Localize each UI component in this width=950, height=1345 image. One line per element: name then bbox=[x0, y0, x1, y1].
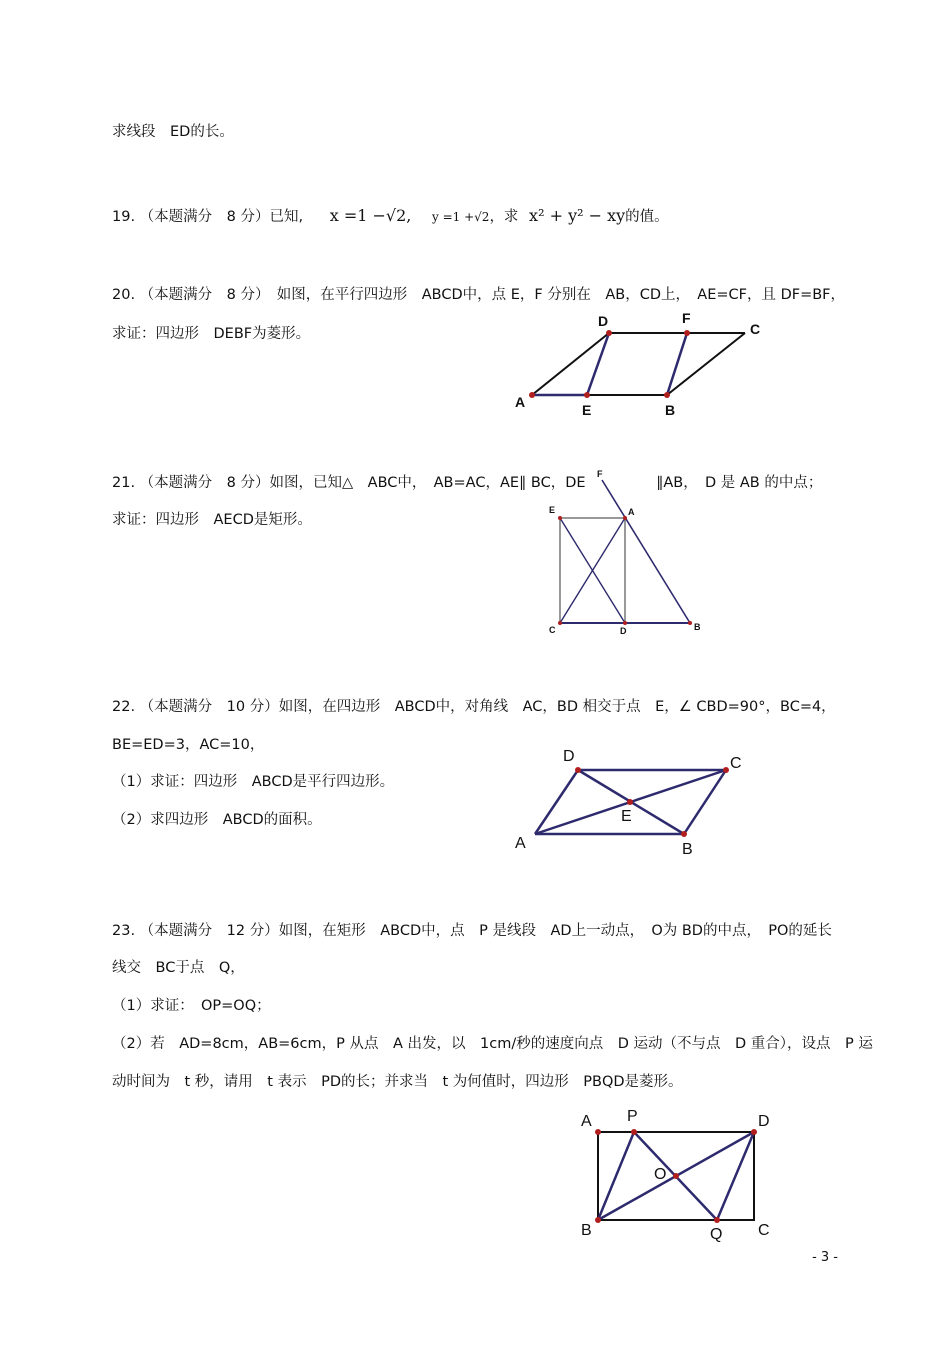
fig20-label-e: E bbox=[582, 402, 592, 418]
fig21-label-f: F bbox=[597, 469, 603, 479]
fig23-label-p: P bbox=[627, 1108, 638, 1125]
figure-q21 bbox=[540, 465, 710, 640]
fig20-label-a: A bbox=[515, 394, 526, 410]
q22-line-2: BE=ED=3，AC=10， bbox=[112, 737, 265, 753]
q23-line-4: （2）若 AD=8cm，AB=6cm，P 从点 A 出发，以 1cm/秒的速度向点 D 运动（不与点 D 重合），设点 P 运 bbox=[112, 1036, 873, 1052]
fig22-label-b: B bbox=[682, 841, 693, 858]
figure-q20 bbox=[505, 305, 775, 420]
q22-line-4: （2）求四边形 ABCD的面积。 bbox=[112, 812, 322, 828]
q23-line-2: 线交 BC于点 Q， bbox=[112, 960, 245, 976]
fig21-label-d: D bbox=[620, 626, 627, 636]
q20-line-1: 20. （本题满分 8 分） 如图，在平行四边形 ABCD中，点 E，F 分别在 AB，CD上， AE=CF，且 DF=BF， bbox=[112, 287, 846, 303]
fig20-label-b: B bbox=[665, 402, 676, 418]
fig22-label-e: E bbox=[621, 808, 632, 825]
q20-line-2: 求证：四边形 DEBF为菱形。 bbox=[112, 326, 311, 342]
fig23-label-o: O bbox=[654, 1166, 667, 1183]
q19-suffix: 的值。 bbox=[625, 209, 669, 225]
q21-text-a: 21. （本题满分 8 分）如图，已知△ ABC中， AB=AC，AE∥ BC，DE bbox=[112, 475, 586, 491]
fig21-label-c: C bbox=[549, 625, 556, 635]
figure-q22 bbox=[505, 740, 755, 860]
q21-text-b: ∥AB， D 是 AB 的中点； bbox=[656, 475, 823, 491]
q21-line-1 bbox=[112, 473, 822, 493]
page-number: - 3 - bbox=[812, 1250, 838, 1265]
fig23-label-a: A bbox=[581, 1113, 592, 1130]
q22-line-3: （1）求证：四边形 ABCD是平行四边形。 bbox=[112, 774, 395, 790]
fig23-label-b: B bbox=[581, 1222, 592, 1239]
q19-text bbox=[112, 206, 669, 227]
q19-y-expr: y =1 +√2 bbox=[432, 210, 490, 224]
fig20-label-d: D bbox=[598, 313, 609, 329]
q23-line-5: 动时间为 t 秒，请用 t 表示 PD的长；并求当 t 为何值时，四边形 PBQD是菱形。 bbox=[112, 1074, 683, 1090]
fig23-label-d: D bbox=[758, 1113, 770, 1130]
q19-prefix: 19. （本题满分 8 分）已知, bbox=[112, 209, 304, 225]
q18-text: 求线段 ED的长。 bbox=[112, 124, 234, 140]
fig22-label-c: C bbox=[730, 755, 742, 772]
fig21-label-e: E bbox=[549, 505, 556, 515]
fig22-label-a: A bbox=[515, 835, 526, 852]
q19-ask: ，求 bbox=[489, 209, 519, 225]
fig23-label-q: Q bbox=[710, 1226, 723, 1243]
fig22-label-d: D bbox=[563, 748, 575, 765]
q22-line-1: 22. （本题满分 10 分）如图，在四边形 ABCD中，对角线 AC，BD 相交于点 E，∠ CBD=90°，BC=4， bbox=[112, 699, 836, 715]
q23-line-1: 23. （本题满分 12 分）如图，在矩形 ABCD中，点 P 是线段 AD上一动点， O为 BD的中点， PO的延长 bbox=[112, 923, 832, 939]
fig20-label-f: F bbox=[682, 310, 691, 326]
fig20-label-c: C bbox=[750, 321, 761, 337]
figure-q23 bbox=[570, 1100, 785, 1245]
q21-line-2: 求证：四边形 AECD是矩形。 bbox=[112, 512, 312, 528]
fig23-label-c: C bbox=[758, 1222, 770, 1239]
fig21-label-a: A bbox=[628, 507, 635, 517]
q19-x-expr: x =1 −√2, bbox=[329, 206, 412, 225]
q23-line-3: （1）求证： OP=OQ； bbox=[112, 998, 271, 1014]
fig21-label-b: B bbox=[694, 622, 701, 632]
q19-target-expr: x² + y² − xy bbox=[529, 206, 626, 225]
